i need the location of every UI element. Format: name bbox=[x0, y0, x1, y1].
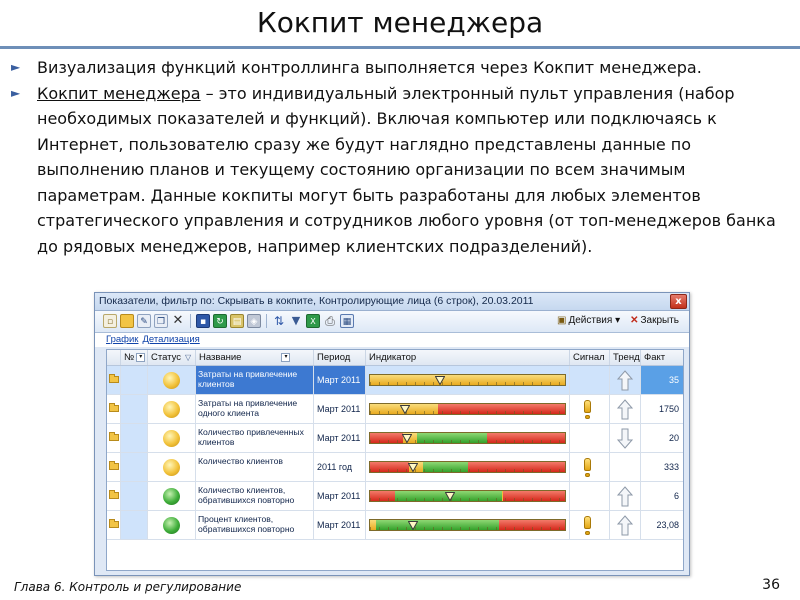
row-num-cell bbox=[121, 366, 148, 394]
folder-icon bbox=[109, 405, 119, 412]
row-num-cell bbox=[121, 424, 148, 452]
view-links bbox=[95, 333, 689, 347]
indicator-ticks bbox=[370, 382, 565, 385]
indicator-marker-icon bbox=[435, 376, 445, 385]
header-indicator-label: Индикатор bbox=[369, 352, 417, 363]
header-name-label: Название bbox=[199, 352, 242, 363]
open-folder-icon[interactable] bbox=[120, 314, 134, 328]
header-name[interactable] bbox=[196, 350, 314, 365]
trend-up-icon bbox=[617, 486, 633, 507]
bullet-text: – это индивидуальный электронный пульт управления (набор необходимых показателей и функций). Включая компьютер или подключаясь к Интернет, пользователю сразу же будут наглядно представлены данные по выполнению планов и текущему состоянию организации по всем значимым параметрам. Данные кокпиты могут быть разработаны для любых элементов стратегического управления и сотрудников любого уровня (от топ-менеджеров банка до рядовых менеджеров, например клиентских подразделений). bbox=[37, 83, 776, 256]
row-folder-cell bbox=[107, 395, 121, 423]
row-num-cell bbox=[121, 482, 148, 510]
details-link[interactable]: Детализация bbox=[142, 334, 200, 345]
header-fold bbox=[107, 350, 121, 365]
trend-up-icon bbox=[617, 399, 633, 420]
print-preview-icon[interactable]: ▤ bbox=[230, 314, 244, 328]
indicator-marker-icon bbox=[408, 521, 418, 530]
column-filter-icon[interactable]: ▾ bbox=[136, 353, 145, 362]
sort-icon[interactable]: ⇅ bbox=[273, 314, 285, 328]
row-indicator-cell bbox=[366, 395, 570, 423]
status-yellow-icon bbox=[163, 430, 180, 447]
row-indicator-cell bbox=[366, 511, 570, 539]
row-name: Затраты на привлечение одного клиента bbox=[196, 395, 314, 423]
page-number: 36 bbox=[762, 577, 780, 593]
row-indicator-cell bbox=[366, 366, 570, 394]
excel-export-icon[interactable]: X bbox=[306, 314, 320, 328]
window-titlebar[interactable] bbox=[95, 293, 689, 311]
bullet-term: Кокпит менеджера bbox=[37, 83, 201, 103]
indicator-bar bbox=[369, 403, 566, 415]
table-row[interactable] bbox=[107, 453, 683, 482]
indicator-bar bbox=[369, 374, 566, 386]
indicator-ticks bbox=[370, 440, 565, 443]
table-view-icon[interactable]: ▦ bbox=[340, 314, 354, 328]
chevron-down-icon: ▾ bbox=[615, 315, 621, 326]
indicator-bar bbox=[369, 519, 566, 531]
table-row[interactable] bbox=[107, 424, 683, 453]
row-name: Количество привлеченных клиентов bbox=[196, 424, 314, 452]
row-trend-cell bbox=[610, 511, 641, 539]
trend-down-icon bbox=[617, 428, 633, 449]
row-period: Март 2011 bbox=[314, 482, 366, 510]
row-period: Март 2011 bbox=[314, 366, 366, 394]
folder-icon bbox=[109, 434, 119, 441]
status-green-icon bbox=[163, 517, 180, 534]
row-trend-cell bbox=[610, 453, 641, 481]
bullet-item-1 bbox=[10, 55, 795, 81]
indicator-bar bbox=[369, 490, 566, 502]
row-trend-cell bbox=[610, 366, 641, 394]
actions-icon: ▣ bbox=[557, 315, 567, 326]
row-signal-cell bbox=[570, 511, 610, 539]
header-status-label: Статус bbox=[151, 352, 182, 363]
toolbar bbox=[95, 311, 689, 333]
grid-body bbox=[107, 366, 683, 540]
header-signal-label: Сигнал bbox=[573, 352, 605, 363]
row-period: Март 2011 bbox=[314, 424, 366, 452]
bullet-text: Визуализация функций контроллинга выполняется через Кокпит менеджера. bbox=[37, 58, 702, 77]
funnel-icon[interactable]: ▽ bbox=[185, 353, 192, 362]
save-icon[interactable]: ▪ bbox=[196, 314, 210, 328]
row-trend-cell bbox=[610, 482, 641, 510]
actions-label: Действия bbox=[568, 315, 613, 326]
header-num-label: № bbox=[124, 352, 135, 363]
header-num[interactable] bbox=[121, 350, 148, 365]
header-trend[interactable] bbox=[610, 350, 641, 365]
trend-up-icon bbox=[617, 515, 633, 536]
row-num-cell bbox=[121, 453, 148, 481]
header-signal[interactable] bbox=[570, 350, 610, 365]
row-signal-cell bbox=[570, 453, 610, 481]
indicator-marker-icon bbox=[445, 492, 455, 501]
row-signal-cell bbox=[570, 424, 610, 452]
warning-exclamation-icon bbox=[584, 400, 591, 419]
window-title: Показатели, фильтр по: Скрывать в кокпите, Контролирующие лица (6 строк), 20.03.2011 bbox=[99, 295, 534, 307]
new-document-icon[interactable]: ▫ bbox=[103, 314, 117, 328]
edit-icon[interactable]: ✎ bbox=[137, 314, 151, 328]
table-row[interactable] bbox=[107, 511, 683, 540]
folder-icon bbox=[109, 376, 119, 383]
row-status-cell bbox=[148, 453, 196, 481]
trend-up-icon bbox=[617, 370, 633, 391]
toolbar-separator bbox=[190, 314, 191, 328]
status-yellow-icon bbox=[163, 401, 180, 418]
toolbar-separator bbox=[266, 314, 267, 328]
row-period: Март 2011 bbox=[314, 511, 366, 539]
row-period: Март 2011 bbox=[314, 395, 366, 423]
row-status-cell bbox=[148, 395, 196, 423]
row-fact: 35 bbox=[641, 366, 683, 394]
row-fact: 23,08 bbox=[656, 520, 679, 530]
row-status-cell bbox=[148, 424, 196, 452]
row-signal-cell bbox=[570, 366, 610, 394]
row-folder-cell bbox=[107, 511, 121, 539]
status-green-icon bbox=[163, 488, 180, 505]
row-trend-cell bbox=[610, 395, 641, 423]
header-fact[interactable] bbox=[641, 350, 683, 365]
header-fact-label: Факт bbox=[644, 352, 666, 363]
row-signal-cell bbox=[570, 482, 610, 510]
bullet-list bbox=[10, 55, 795, 259]
row-name: Количество клиентов, обратившихся повторно bbox=[196, 482, 314, 510]
status-yellow-icon bbox=[163, 372, 180, 389]
warning-exclamation-icon bbox=[584, 458, 591, 477]
table-row[interactable] bbox=[107, 395, 683, 424]
header-period[interactable] bbox=[314, 350, 366, 365]
indicator-ticks bbox=[370, 527, 565, 530]
filter-icon[interactable]: ▼ bbox=[291, 314, 301, 327]
row-folder-cell bbox=[107, 366, 121, 394]
row-fact: 6 bbox=[673, 491, 679, 501]
row-indicator-cell bbox=[366, 482, 570, 510]
bullet-item-2 bbox=[10, 81, 795, 260]
title-divider bbox=[0, 46, 800, 49]
slide-footer: Глава 6. Контроль и регулирование bbox=[14, 580, 242, 594]
actions-menu-button[interactable] bbox=[557, 315, 620, 326]
row-signal-cell bbox=[570, 395, 610, 423]
header-indicator[interactable] bbox=[366, 350, 570, 365]
chart-link[interactable]: График bbox=[106, 334, 139, 345]
header-period-label: Период bbox=[317, 352, 351, 363]
folder-icon bbox=[109, 463, 119, 470]
row-status-cell bbox=[148, 482, 196, 510]
window-close-button[interactable]: x bbox=[670, 294, 687, 309]
header-trend-label: Тренд bbox=[613, 352, 640, 363]
row-num-cell bbox=[121, 511, 148, 539]
slide-title: Кокпит менеджера bbox=[256, 6, 544, 39]
copy-icon[interactable]: ❐ bbox=[154, 314, 168, 328]
column-filter-icon[interactable]: ▾ bbox=[281, 353, 290, 362]
row-status-cell bbox=[148, 511, 196, 539]
row-name: Затраты на привлечение клиентов bbox=[196, 366, 314, 394]
row-indicator-cell bbox=[366, 424, 570, 452]
row-num-cell bbox=[121, 395, 148, 423]
close-button[interactable] bbox=[630, 315, 679, 326]
indicator-ticks bbox=[370, 498, 565, 501]
row-period: 2011 год bbox=[314, 453, 366, 481]
row-folder-cell bbox=[107, 482, 121, 510]
close-icon: ✕ bbox=[630, 315, 639, 326]
row-name: Количество клиентов bbox=[196, 453, 314, 481]
bullet-arrow-icon: ► bbox=[11, 85, 21, 100]
row-indicator-cell bbox=[366, 453, 570, 481]
settings-icon[interactable]: ◈ bbox=[247, 314, 261, 328]
row-name: Процент клиентов, обратившихся повторно bbox=[196, 511, 314, 539]
indicator-bar bbox=[369, 432, 566, 444]
indicator-marker-icon bbox=[408, 463, 418, 472]
indicators-grid bbox=[106, 349, 684, 571]
grid-header bbox=[107, 350, 683, 366]
table-row[interactable] bbox=[107, 482, 683, 511]
status-yellow-icon bbox=[163, 459, 180, 476]
header-status[interactable] bbox=[148, 350, 196, 365]
folder-icon bbox=[109, 521, 119, 528]
row-folder-cell bbox=[107, 453, 121, 481]
close-label: Закрыть bbox=[640, 315, 679, 326]
warning-exclamation-icon bbox=[584, 516, 591, 535]
row-fact: 333 bbox=[663, 462, 679, 472]
indicator-marker-icon bbox=[400, 405, 410, 414]
folder-icon bbox=[109, 492, 119, 499]
cockpit-window bbox=[94, 292, 690, 576]
indicator-bar bbox=[369, 461, 566, 473]
row-fact: 1750 bbox=[658, 404, 679, 414]
print-icon[interactable]: ⎙ bbox=[325, 314, 335, 328]
bullet-arrow-icon: ► bbox=[11, 60, 21, 74]
delete-icon[interactable]: ✕ bbox=[172, 313, 184, 328]
row-trend-cell bbox=[610, 424, 641, 452]
table-row[interactable] bbox=[107, 366, 683, 395]
row-status-cell bbox=[148, 366, 196, 394]
row-folder-cell bbox=[107, 424, 121, 452]
indicator-ticks bbox=[370, 469, 565, 472]
row-fact: 20 bbox=[668, 433, 679, 443]
refresh-icon[interactable]: ↻ bbox=[213, 314, 227, 328]
indicator-marker-icon bbox=[402, 434, 412, 443]
